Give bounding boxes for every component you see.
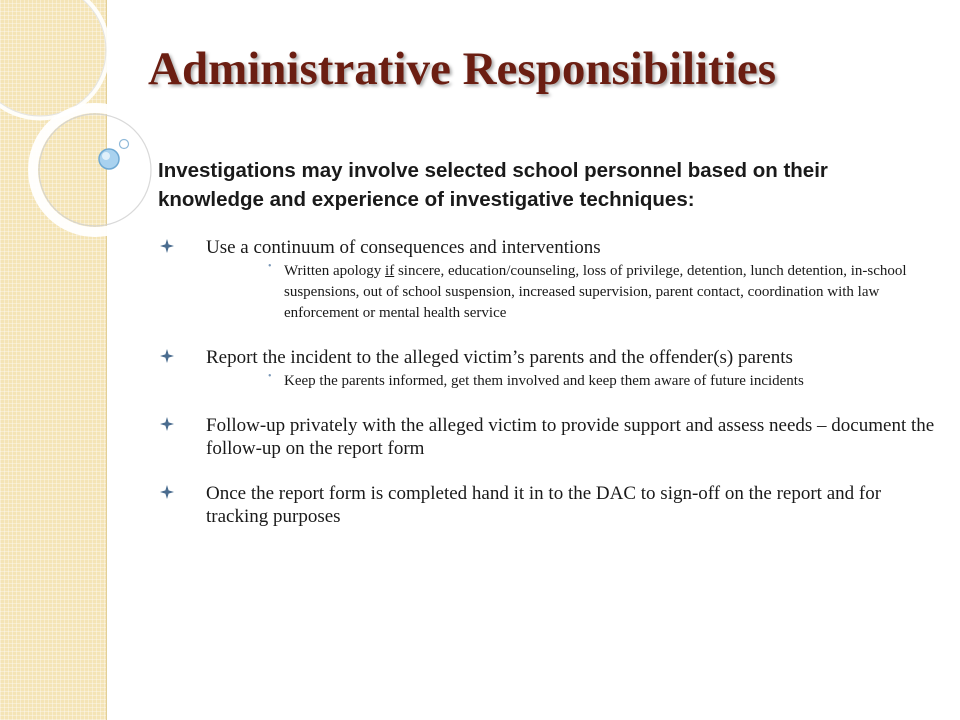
sub-item-text: Keep the parents informed, get them involved and keep them aware of future incidents (284, 373, 804, 389)
list-item-report-form (158, 482, 938, 528)
dot-bullet-icon: • (268, 371, 272, 382)
diamond-bullet-icon (160, 349, 174, 363)
sub-item-parents (206, 371, 938, 392)
decorative-circles (0, 0, 200, 260)
sub-text-underlined: if (385, 263, 395, 279)
sub-item-text (284, 261, 938, 324)
list-item-follow-up (158, 414, 938, 460)
sub-text-start: Written apology (284, 263, 386, 279)
slide-title: Administrative Responsibilities (148, 43, 777, 95)
list-item-text: Follow-up privately with the alleged victim to provide support and assess needs – document the follow-up on the report form (206, 415, 935, 459)
diamond-bullet-icon (160, 239, 174, 253)
list-item-text: Once the report form is completed hand it in to the DAC to sign-off on the report and for tracking purposes (206, 483, 882, 527)
list-item-consequences (158, 236, 938, 324)
list-item-report-incident (158, 346, 938, 392)
sub-item-consequences (206, 261, 938, 324)
sub-text-end: sincere, education/counseling, loss of privilege, detention, lunch detention, in-school suspensions, out of school suspension, increased supervision, parent contact, coordination with law enforcement or mental health service (284, 263, 907, 321)
dot-bullet-icon: • (268, 261, 272, 272)
intro-text: Investigations may involve selected school personnel based on their knowledge and experience of investigative techniques: (158, 159, 828, 211)
diamond-bullet-icon (160, 485, 174, 499)
list-item-text: Report the incident to the alleged victim’s parents and the offender(s) parents (206, 347, 793, 368)
bullet-list (158, 236, 938, 528)
diamond-bullet-icon (160, 417, 174, 431)
list-item-text: Use a continuum of consequences and interventions (206, 237, 601, 258)
